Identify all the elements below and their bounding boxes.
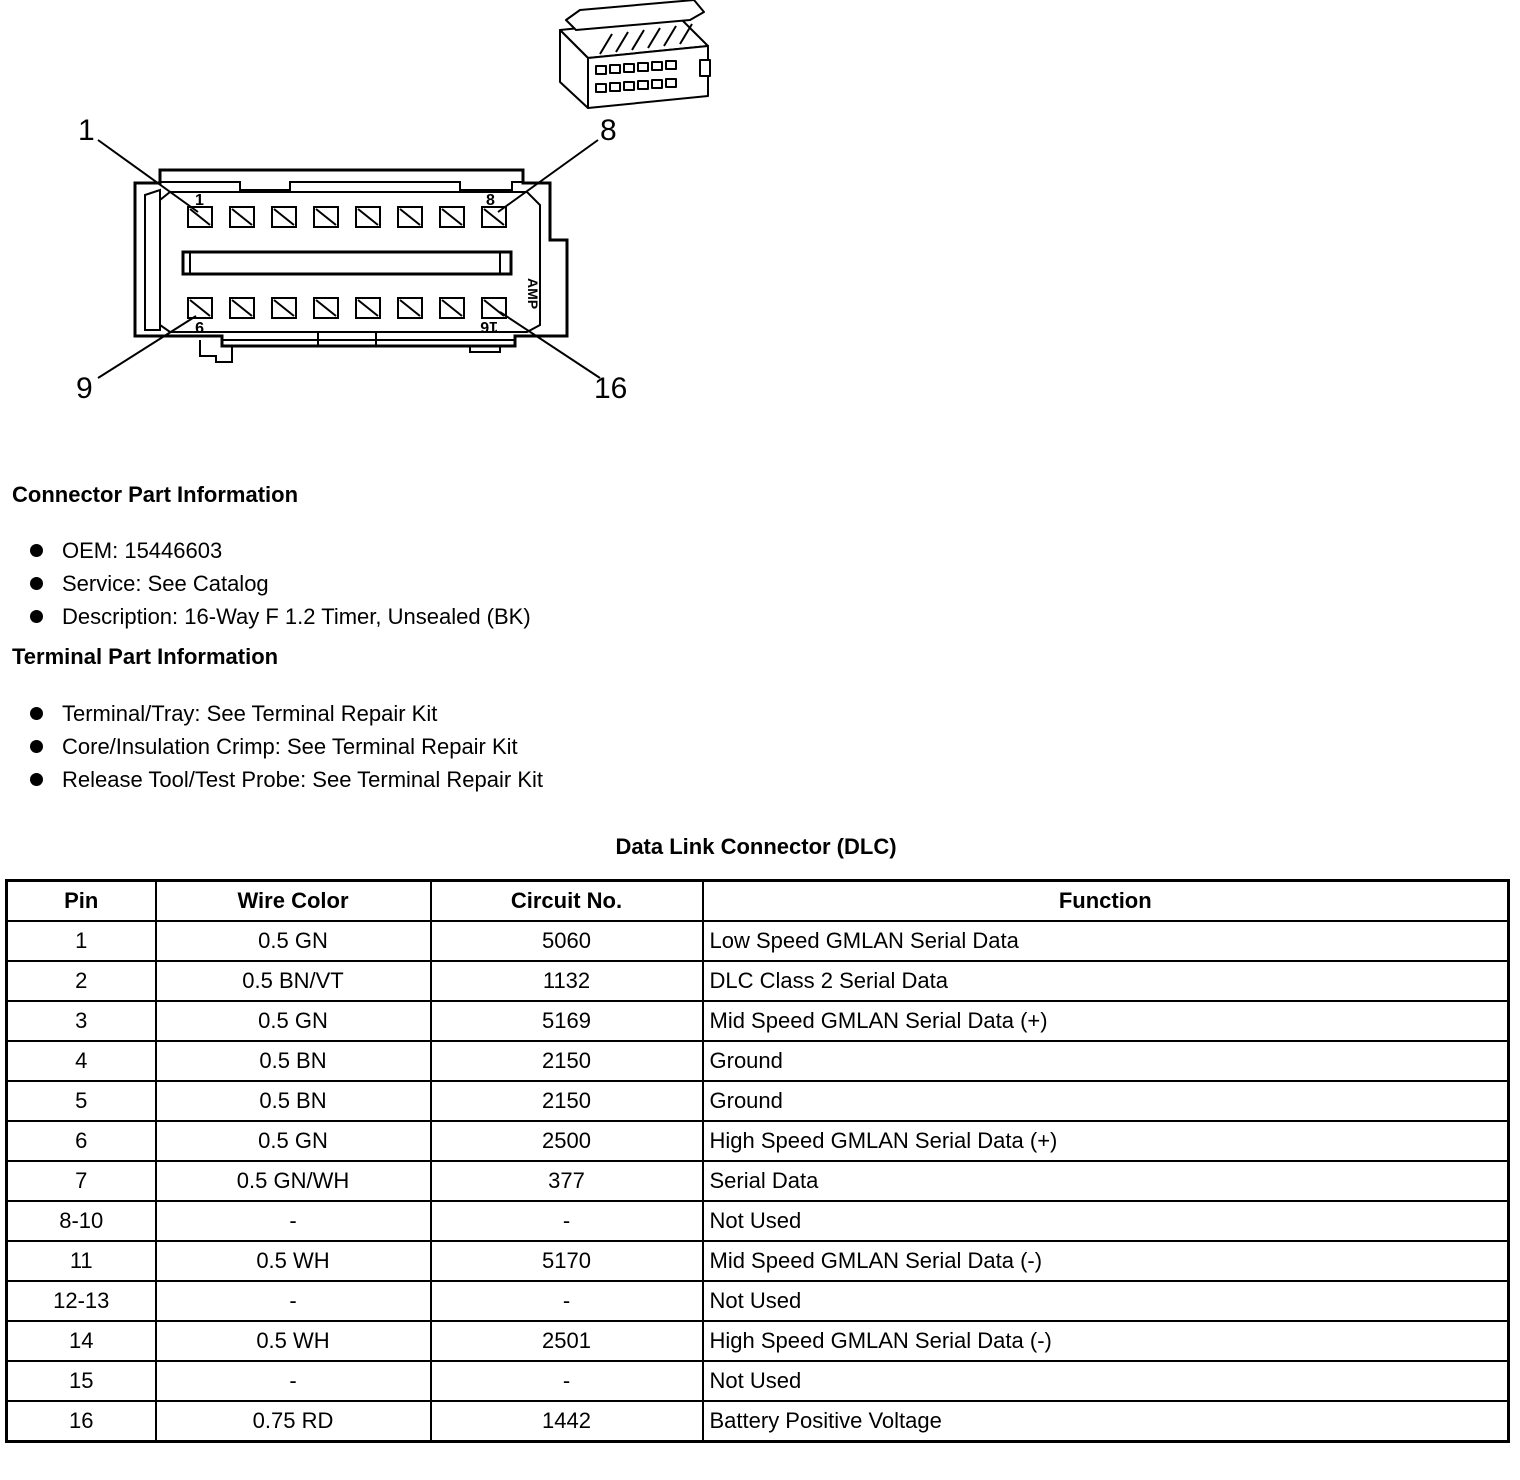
table-row bbox=[7, 1041, 1509, 1081]
cell-function: Not Used bbox=[703, 1281, 1509, 1321]
table-row bbox=[7, 921, 1509, 961]
dlc-pinout-table bbox=[5, 879, 1510, 1443]
cell-pin: 1 bbox=[7, 921, 156, 961]
list-item bbox=[0, 763, 543, 796]
cell-pin: 12-13 bbox=[7, 1281, 156, 1321]
table-row bbox=[7, 1281, 1509, 1321]
table-row bbox=[7, 961, 1509, 1001]
callout-pin-8: 8 bbox=[600, 114, 617, 147]
cell-wire-color: 0.5 GN bbox=[156, 1121, 431, 1161]
cell-function: Mid Speed GMLAN Serial Data (-) bbox=[703, 1241, 1509, 1281]
top-row-cavities bbox=[188, 207, 506, 227]
bullet-icon bbox=[30, 707, 43, 720]
housing-marking: AMP bbox=[525, 278, 541, 310]
cell-circuit-no: 2501 bbox=[431, 1321, 703, 1361]
cell-function: High Speed GMLAN Serial Data (+) bbox=[703, 1121, 1509, 1161]
table-row bbox=[7, 1361, 1509, 1401]
cell-pin: 14 bbox=[7, 1321, 156, 1361]
cell-function: Not Used bbox=[703, 1201, 1509, 1241]
list-item-text: Description: 16-Way F 1.2 Timer, Unsealed (BK) bbox=[62, 604, 531, 629]
list-item-text: Terminal/Tray: See Terminal Repair Kit bbox=[62, 701, 438, 726]
cell-circuit-no: 1442 bbox=[431, 1401, 703, 1442]
cell-pin: 2 bbox=[7, 961, 156, 1001]
cavity-label-1: 1 bbox=[195, 192, 204, 209]
callout-pin-1: 1 bbox=[78, 114, 95, 147]
cell-wire-color: 0.75 RD bbox=[156, 1401, 431, 1442]
header-function: Function bbox=[703, 881, 1509, 922]
cell-function: DLC Class 2 Serial Data bbox=[703, 961, 1509, 1001]
callout-pin-9: 9 bbox=[76, 372, 93, 405]
table-row bbox=[7, 1401, 1509, 1442]
cell-function: Mid Speed GMLAN Serial Data (+) bbox=[703, 1001, 1509, 1041]
table-row bbox=[7, 1241, 1509, 1281]
cell-wire-color: 0.5 BN bbox=[156, 1081, 431, 1121]
cell-function: Ground bbox=[703, 1081, 1509, 1121]
connector-illustration bbox=[560, 0, 710, 108]
cell-circuit-no: 1132 bbox=[431, 961, 703, 1001]
cell-function: Battery Positive Voltage bbox=[703, 1401, 1509, 1442]
list-item-text: OEM: 15446603 bbox=[62, 538, 223, 563]
cell-circuit-no: 5169 bbox=[431, 1001, 703, 1041]
connector-diagram bbox=[0, 0, 760, 420]
leader-lines bbox=[98, 140, 600, 378]
cell-function: Ground bbox=[703, 1041, 1509, 1081]
cell-wire-color: 0.5 GN/WH bbox=[156, 1161, 431, 1201]
connector-part-info-list bbox=[0, 534, 531, 633]
bullet-icon bbox=[30, 544, 43, 557]
cell-wire-color: 0.5 GN bbox=[156, 1001, 431, 1041]
cell-circuit-no: - bbox=[431, 1201, 703, 1241]
cell-function: Not Used bbox=[703, 1361, 1509, 1401]
cell-pin: 16 bbox=[7, 1401, 156, 1442]
terminal-part-info-list bbox=[0, 697, 543, 796]
bullet-icon bbox=[30, 577, 43, 590]
table-row bbox=[7, 1001, 1509, 1041]
list-item-text: Service: See Catalog bbox=[62, 571, 269, 596]
header-circuit-no: Circuit No. bbox=[431, 881, 703, 922]
cell-function: High Speed GMLAN Serial Data (-) bbox=[703, 1321, 1509, 1361]
cell-pin: 7 bbox=[7, 1161, 156, 1201]
cell-wire-color: - bbox=[156, 1361, 431, 1401]
cell-circuit-no: 377 bbox=[431, 1161, 703, 1201]
cell-circuit-no: 5170 bbox=[431, 1241, 703, 1281]
cell-wire-color: - bbox=[156, 1281, 431, 1321]
list-item bbox=[0, 534, 531, 567]
bottom-row-cavities bbox=[188, 298, 506, 318]
cell-function: Low Speed GMLAN Serial Data bbox=[703, 921, 1509, 961]
cell-pin: 4 bbox=[7, 1041, 156, 1081]
cell-wire-color: 0.5 GN bbox=[156, 921, 431, 961]
cell-pin: 6 bbox=[7, 1121, 156, 1161]
cell-circuit-no: 2150 bbox=[431, 1081, 703, 1121]
list-item-text: Release Tool/Test Probe: See Terminal Repair Kit bbox=[62, 767, 543, 792]
connector-part-info-heading: Connector Part Information bbox=[12, 482, 299, 507]
terminal-cavities bbox=[188, 207, 506, 318]
header-wire-color: Wire Color bbox=[156, 881, 431, 922]
cell-pin: 15 bbox=[7, 1361, 156, 1401]
cell-pin: 11 bbox=[7, 1241, 156, 1281]
list-item bbox=[0, 567, 531, 600]
cell-wire-color: 0.5 WH bbox=[156, 1241, 431, 1281]
terminal-part-info-heading: Terminal Part Information bbox=[12, 644, 279, 669]
table-row bbox=[7, 1321, 1509, 1361]
list-item bbox=[0, 600, 531, 633]
cell-pin: 5 bbox=[7, 1081, 156, 1121]
list-item bbox=[0, 730, 543, 763]
cell-circuit-no: - bbox=[431, 1361, 703, 1401]
table-row bbox=[7, 1201, 1509, 1241]
table-header-row bbox=[7, 881, 1509, 922]
cell-pin: 3 bbox=[7, 1001, 156, 1041]
list-item bbox=[0, 697, 543, 730]
table-body bbox=[7, 921, 1509, 1442]
header-pin: Pin bbox=[7, 881, 156, 922]
cell-circuit-no: 5060 bbox=[431, 921, 703, 961]
cell-circuit-no: 2500 bbox=[431, 1121, 703, 1161]
cell-wire-color: 0.5 BN bbox=[156, 1041, 431, 1081]
cell-circuit-no: 2150 bbox=[431, 1041, 703, 1081]
table-title: Data Link Connector (DLC) bbox=[615, 834, 897, 859]
cell-wire-color: 0.5 WH bbox=[156, 1321, 431, 1361]
cell-function: Serial Data bbox=[703, 1161, 1509, 1201]
cavity-label-9: 9 bbox=[195, 318, 204, 335]
table-row bbox=[7, 1161, 1509, 1201]
bullet-icon bbox=[30, 773, 43, 786]
list-item-text: Core/Insulation Crimp: See Terminal Repair Kit bbox=[62, 734, 518, 759]
cell-wire-color: - bbox=[156, 1201, 431, 1241]
callout-pin-16: 16 bbox=[594, 372, 628, 405]
cell-circuit-no: - bbox=[431, 1281, 703, 1321]
table-row bbox=[7, 1121, 1509, 1161]
cavity-label-16: 16 bbox=[480, 318, 498, 335]
cavity-label-8: 8 bbox=[486, 192, 495, 209]
cell-wire-color: 0.5 BN/VT bbox=[156, 961, 431, 1001]
table-row bbox=[7, 1081, 1509, 1121]
cell-pin: 8-10 bbox=[7, 1201, 156, 1241]
bullet-icon bbox=[30, 610, 43, 623]
bullet-icon bbox=[30, 740, 43, 753]
